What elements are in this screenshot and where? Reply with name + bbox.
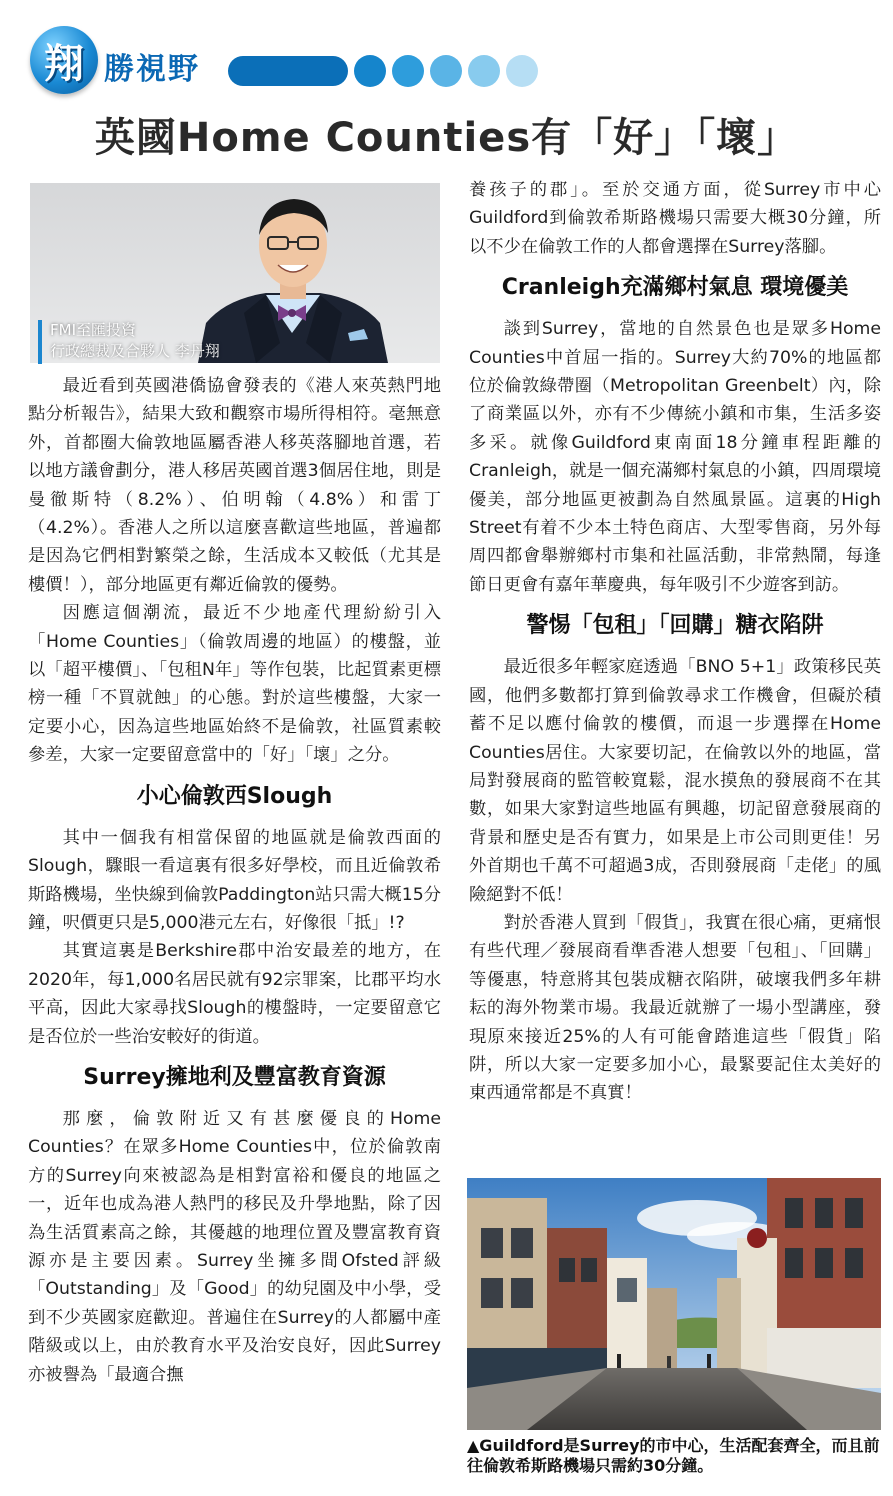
street-photo-caption: ▲Guildford是Surrey的市中心，生活配套齊全，而且前往倫敦希斯路機場只需約30分鐘。 bbox=[467, 1436, 880, 1475]
right-column bbox=[469, 176, 881, 1108]
column-badge-char: 翔 bbox=[44, 39, 84, 87]
surrey-paragraph-1-continued: 養孩子的郡」。至於交通方面，從Surrey市中心Guildford到倫敦希斯路機場只需要大概30分鐘，所以不少在倫敦工作的人都會選擇在Surrey落腳。 bbox=[469, 180, 881, 257]
subheading-surrey: Surrey擁地利及豐富教育資源 bbox=[83, 1064, 386, 1090]
author-title-name: 行政總裁及合夥人 李丹翔 bbox=[50, 342, 220, 360]
surrey-paragraph-1: 那麼，倫敦附近又有甚麼優良的Home Counties？在眾多Home Counties中，位於倫敦南方的Surrey向來被認為是相對富裕和優良的地區之一，近年也成為港人熱門的移民及升學地點，除了因為生活質素高之餘，其優越的地理位置及豐富教育資源亦是主要因素。Surrey坐擁多間Ofsted評級「Outstanding」及「Good」的幼兒園及中小學，受到不少英國家庭歡迎。普遍住在Surrey的人都屬中產階級或以上，由於教育水平及治安良好，因此Surrey亦被譽為「最適合撫 bbox=[28, 1108, 441, 1385]
header-decor-dot bbox=[430, 55, 462, 87]
header-decor-bar bbox=[228, 56, 348, 86]
article-headline: 英國Home Counties有「好」「壞」 bbox=[94, 115, 799, 161]
subheading-cranleigh: Cranleigh充滿鄉村氣息 環境優美 bbox=[501, 275, 849, 301]
left-column bbox=[28, 372, 441, 1389]
author-caption bbox=[38, 320, 234, 364]
slough-paragraph-1: 其中一個我有相當保留的地區就是倫敦西面的Slough，驟眼一看這裏有很多好學校，而且近倫敦希斯路機場，坐快線到倫敦Paddington站只需大概15分鐘，呎價更只是5,000港元左右，好像很「抵」!? bbox=[28, 827, 441, 933]
author-company: FMI至匯投資 bbox=[50, 321, 136, 339]
trap-paragraph-1: 最近很多年輕家庭透過「BNO 5+1」政策移民英國，他們多數都打算到倫敦尋求工作機會，但礙於積蓄不足以應付倫敦的樓價，而退一步選擇在Home Counties居住。大家要切記，在倫敦以外的地區，當局對發展商的監管較寬鬆，混水摸魚的發展商不在其數，如果大家對這些地區有興趣，切記留意發展商的背景和歷史是否有實力，如果是上市公司則更佳！另外首期也千萬不可超過3成，否則發展商「走佬」的風險絕對不低！ bbox=[469, 657, 881, 905]
intro-paragraph-1: 最近看到英國港僑協會發表的《港人來英熱門地點分析報告》，結果大致和觀察市場所得相符。毫無意外，首都圈大倫敦地區屬香港人移英落腳地首選，若以地方議會劃分，港人移居英國首選3個居住地，則是曼徹斯特（8.2%）、伯明翰（4.8%）和雷丁（4.2%）。香港人之所以這麼喜歡這些地區，普遍都是因為它們相對繁榮之餘，生活成本又較低（尤其是樓價！），部分地區更有鄰近倫敦的優勢。 bbox=[28, 376, 441, 595]
header-decor-dot bbox=[468, 55, 500, 87]
column-name: 勝視野 bbox=[104, 52, 200, 87]
intro-paragraph-2: 因應這個潮流，最近不少地產代理紛紛引入「Home Counties」（倫敦周邊的地區）的樓盤，並以「超平樓價」、「包租N年」等作包裝，比起質素更標榜一種「不買就蝕」的心態。對於這些樓盤，大家一定要小心，因為這些地區始終不是倫敦，社區質素較參差，大家一定要留意當中的「好」「壞」之分。 bbox=[28, 603, 441, 766]
header-decor-dot bbox=[354, 55, 386, 87]
subheading-trap: 警惕「包租」「回購」糖衣陷阱 bbox=[526, 613, 824, 639]
column-badge bbox=[30, 26, 98, 94]
header-decor-dot bbox=[392, 55, 424, 87]
trap-paragraph-2: 對於香港人買到「假貨」，我實在很心痛，更痛恨有些代理／發展商看準香港人想要「包租」、「回購」等優惠，特意將其包裝成糖衣陷阱，破壞我們多年耕耘的海外物業市場。我最近就辦了一場小型講座，發現原來接近25%的人有可能會踏進這些「假貨」陷阱，所以大家一定要多加小心，最緊要記住太美好的東西通常都是不真實！ bbox=[469, 912, 881, 1104]
cranleigh-paragraph: 談到Surrey，當地的自然景色也是眾多Home Counties中首屈一指的。Surrey大約70%的地區都位於倫敦綠帶圈（Metropolitan Greenbelt）內，除了商業區以外，亦有不少傳統小鎮和市集，生活多姿多采。就像Guildford東南面18分鐘車程距離的Cranleigh，就是一個充滿鄉村氣息的小鎮，四周環境優美，部分地區更被劃為自然風景區。這裏的High Street有着不少本土特色商店、大型零售商，另外每周四都會舉辦鄉村市集和社區活動，非常熱鬧，每逢節日更會有嘉年華慶典，每年吸引不少遊客到訪。 bbox=[469, 319, 881, 595]
header-decor-dot bbox=[506, 55, 538, 87]
subheading-slough: 小心倫敦西Slough bbox=[136, 783, 333, 809]
street-scene-illustration bbox=[467, 1178, 881, 1430]
guildford-street-photo bbox=[467, 1178, 881, 1430]
slough-paragraph-2: 其實這裏是Berkshire郡中治安最差的地方，在2020年，每1,000名居民就有92宗罪案，比郡平均水平高，因此大家尋找Slough的樓盤時，一定要留意它是否位於一些治安較好的街道。 bbox=[28, 941, 441, 1047]
